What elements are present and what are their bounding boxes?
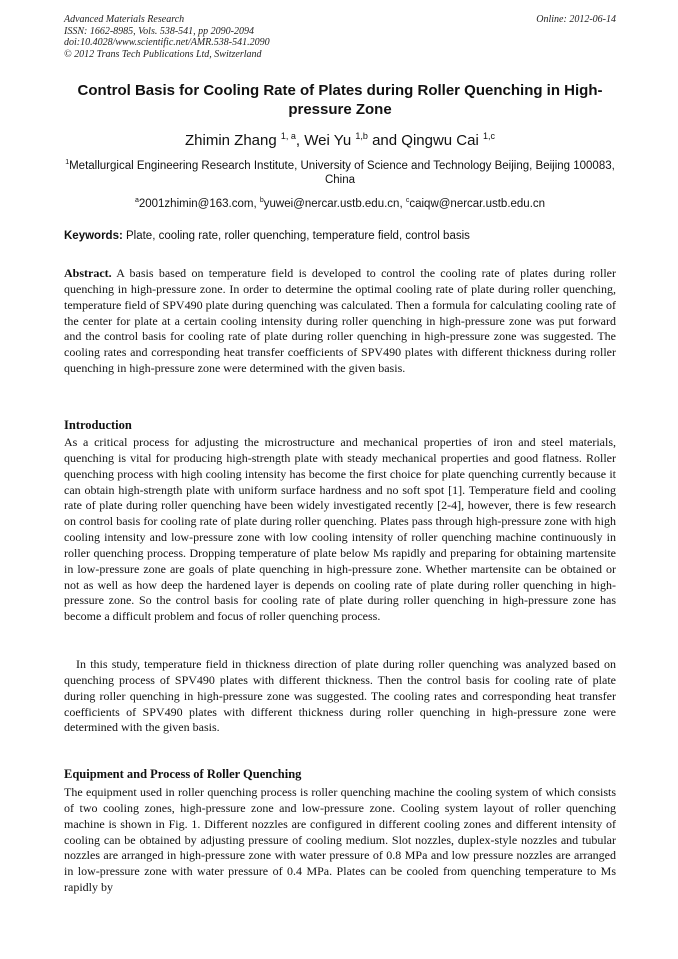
email-address[interactable]: caiqw@nercar.ustb.edu.cn: [409, 197, 546, 210]
abstract-text: A basis based on temperature field is developed to control the cooling rate of plates during roller quenching in high-pressure zone. In order to determine the optimal cooling rate of plate during roller quenching, temperature field of SPV490 plate during quenching was calculated. Then a formula for calculating cooling rate of the center for plate at a certain cooling intensity during roller quenching in high-pressure zone was put forward and the control basis for cooling rate of plate during roller quenching in high-pressure zone was suggested. The cooling rates and corresponding heat transfer coefficients of SPV490 plates with different thickness during roller quenching in high-pressure zone were determined with the given basis.: [64, 266, 616, 376]
email-mark: a: [134, 197, 139, 204]
email-address[interactable]: yuwei@nercar.ustb.edu.cn: [263, 197, 400, 210]
author-affiliation-mark: 1,b: [355, 131, 368, 141]
journal-name: Advanced Materials Research: [64, 14, 185, 25]
keywords-text: Plate, cooling rate, roller quenching, temperature field, control basis: [122, 230, 470, 242]
email-separator: ,: [399, 197, 406, 210]
email-mark: b: [259, 197, 264, 204]
email-list: [64, 194, 616, 211]
affiliation: [64, 156, 616, 188]
email-mark: c: [405, 197, 410, 204]
journal-copyright: © 2012 Trans Tech Publications Ltd, Switzerland: [64, 48, 262, 60]
intro-paragraph-1: As a critical process for adjusting the microstructure and mechanical properties of iron and steel materials, quenching is vital for producing high-strength plate with steady mechanical properties and good flatness. Roller quenching process with high cooling intensity has become the first choice for plate quenching currently because it can obtain high-strength plate with uniform surface hardness and no soft spot [1]. Temperature field and cooling rate of plate during roller quenching have been widely investigated recently [2-4], however, there is few research on control basis for cooling rate of plate during roller quenching. Plates pass through high-pressure zone with high cooling intensity and low-pressure zone with low cooling intensity of roller quenching machine continuously in roller quenching process. Dropping temperature of plate below Ms rapidly and preparing for obtaining martensite in low-pressure zone are goals of plate quenching in high-pressure zone. Whether martensite can be obtained or not as well as how deep the hardened layer is depends on cooling rate of plate during roller quenching in high-pressure zone. So the control basis for cooling rate of plate during roller quenching in high-pressure zone has become a difficult problem and focus of roller quenching process.: [64, 435, 616, 624]
section-heading-introduction: Introduction: [64, 418, 132, 432]
journal-header: [64, 14, 616, 60]
author-list: [64, 127, 616, 150]
equipment-paragraph: The equipment used in roller quenching process is roller quenching machine the cooling system of which consists of two cooling zones, high-pressure zone and low-pressure zone. Cooling system layout of roller quenching machine is shown in Fig. 1. Different nozzles are configured in different cooling zones and different intensity of cooling can be obtained by adjusting pressure of cooling medium. Slot nozzles, duplex-style nozzles and tubular nozzles are arranged in high-pressure zone with water pressure of 0.8 MPa and low pressure nozzles are arranged in low-pressure zone with water pressure of 0.4 MPa. Plates can be cooled from quenching temperature to Ms rapidly by: [64, 785, 616, 895]
affiliation-text: Metallurgical Engineering Research Institute, University of Science and Technology Beijing, Beijing 100083, China: [69, 159, 615, 187]
author-separator: and: [367, 132, 402, 149]
keywords-label: Keywords:: [64, 230, 123, 242]
abstract: [64, 266, 616, 377]
author-name: Zhimin Zhang: [184, 132, 277, 149]
affiliation-mark: 1: [65, 159, 70, 166]
keywords: [64, 229, 616, 243]
online-date: Online: 2012-06-14: [536, 14, 616, 25]
paper-title: Control Basis for Cooling Rate of Plates during Roller Quenching in High-pressure Zone: [77, 82, 603, 118]
journal-doi: doi:10.4028/www.scientific.net/AMR.538-541.2090: [64, 37, 270, 48]
section-heading-equipment: Equipment and Process of Roller Quenching: [64, 767, 302, 781]
author-affiliation-mark: 1,c: [483, 131, 496, 141]
author-name: Qingwu Cai: [401, 132, 479, 149]
author-separator: ,: [295, 132, 305, 149]
abstract-label: Abstract.: [64, 266, 112, 280]
email-address[interactable]: 2001zhimin@163.com: [138, 197, 254, 210]
author-affiliation-mark: 1, a: [280, 131, 296, 141]
journal-issn: ISSN: 1662-8985, Vols. 538-541, pp 2090-2094: [64, 25, 254, 37]
intro-paragraph-2: In this study, temperature field in thickness direction of plate during roller quenching was analyzed based on quenching process of SPV490 plates with different thickness. Then the control basis for cooling rate of plate during roller quenching in high-pressure zone was suggested. The cooling rates and corresponding heat transfer coefficients of SPV490 plates with different thickness during roller quenching in high-pressure zone were determined with the given basis.: [64, 657, 616, 735]
author-name: Wei Yu: [304, 132, 352, 149]
email-separator: ,: [253, 197, 260, 210]
